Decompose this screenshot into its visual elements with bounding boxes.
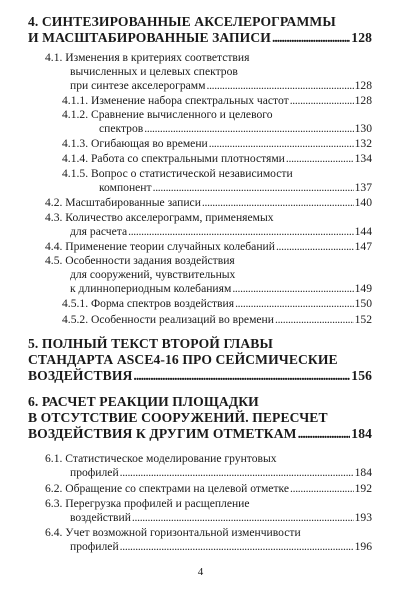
toc-section-4-1-1-title: 4.1.1. Изменение набора спектральных частот: [62, 94, 289, 107]
dot-leader: [275, 313, 354, 327]
toc-section-4-1-5[interactable]: [62, 167, 372, 195]
toc-section-4-1-5-line1: 4.1.5. Вопрос о статистической независимости: [62, 167, 293, 180]
toc-section-4-5-page: 149: [354, 281, 372, 295]
toc-section-4-2[interactable]: [45, 196, 372, 210]
toc-chapter-6-leader-line: [28, 426, 372, 442]
toc-section-6-3-line1: 6.3. Перегрузка профилей и расщепление: [45, 497, 250, 510]
toc-section-4-1-1-page: 128: [354, 94, 372, 107]
toc-chapter-6[interactable]: [28, 394, 372, 443]
toc-section-6-1-line1: 6.1. Статистическое моделирование грунтовых: [45, 452, 277, 465]
toc-section-4-1[interactable]: [45, 51, 372, 92]
toc-section-4-1-2-leader-line: [62, 122, 372, 136]
toc-chapter-4-page: 128: [351, 30, 372, 46]
toc-section-4-5[interactable]: [45, 254, 372, 295]
toc-section-4-4-page: 147: [354, 240, 372, 253]
toc-section-6-1-page: 184: [354, 465, 372, 479]
dot-leader: [298, 426, 351, 442]
toc-section-4-1-2-line2: спектров: [99, 121, 144, 135]
toc-chapter-6-title-line2: В ОТСУТСТВИЕ СООРУЖЕНИЙ. ПЕРЕСЧЕТ: [28, 410, 328, 426]
dot-leader: [153, 181, 354, 195]
dot-leader: [290, 94, 354, 108]
dot-leader: [144, 122, 353, 136]
toc-section-4-2-leader-line: [45, 196, 372, 210]
toc-section-4-5-2-page: 152: [354, 313, 372, 326]
toc-section-4-1-2[interactable]: [62, 108, 372, 136]
toc-chapter-5-page: 156: [351, 368, 372, 384]
toc-section-6-4-leader-line: [45, 540, 372, 554]
toc-section-4-4-leader-line: [45, 240, 372, 254]
toc-section-4-2-title: 4.2. Масштабированные записи: [45, 196, 201, 209]
toc-section-6-4-line2: профилей: [70, 539, 119, 553]
toc-section-6-2-leader-line: [45, 482, 372, 496]
toc-section-6-1[interactable]: [45, 452, 372, 480]
toc-chapter-5-title-line2: СТАНДАРТА ASCE4-16 ПРО СЕЙСМИЧЕСКИЕ: [28, 352, 338, 368]
toc-section-6-1-line2: профилей: [70, 465, 119, 479]
toc-section-4-4[interactable]: [45, 240, 372, 254]
toc-section-4-5-1-title: 4.5.1. Форма спектров воздействия: [62, 297, 235, 310]
toc-section-4-1-5-line2: компонент: [99, 180, 152, 194]
dot-leader: [120, 540, 354, 554]
toc-section-4-3-page: 144: [354, 224, 372, 238]
toc-section-4-3-line2: для расчета: [70, 224, 128, 238]
toc-section-4-1-3-title: 4.1.3. Огибающая во времени: [62, 137, 208, 150]
dot-leader: [120, 466, 354, 480]
toc-section-4-1-4-leader-line: [62, 152, 372, 166]
toc-section-6-4-page: 196: [354, 539, 372, 553]
toc-section-6-2-title: 6.2. Обращение со спектрами на целевой отметке: [45, 482, 290, 495]
dot-leader: [286, 152, 354, 166]
toc-section-4-1-line2: вычисленных и целевых спектров: [70, 64, 238, 78]
dot-leader: [290, 482, 354, 496]
toc-section-6-4-line1: 6.4. Учет возможной горизонтальной изменчивости: [45, 526, 301, 539]
dot-leader: [206, 79, 353, 93]
toc-chapter-5-title-line1: 5. ПОЛНЫЙ ТЕКСТ ВТОРОЙ ГЛАВЫ: [28, 336, 273, 351]
dot-leader: [209, 137, 354, 151]
dot-leader: [202, 196, 354, 210]
toc-section-4-5-leader-line: [45, 282, 372, 296]
toc-section-4-1-4[interactable]: [62, 152, 372, 166]
toc-section-4-5-line3: к длиннопериодным колебаниям: [70, 281, 232, 295]
dot-leader: [133, 368, 350, 384]
toc-chapter-6-page: 184: [351, 426, 372, 442]
toc-chapter-4-title-line2: И МАСШТАБИРОВАННЫЕ ЗАПИСИ: [28, 30, 271, 46]
page-number: 4: [197, 566, 204, 578]
toc-section-4-1-1-leader-line: [62, 94, 372, 108]
toc-section-4-5-1-page: 150: [354, 297, 372, 310]
toc-section-4-1-leader-line: [45, 79, 372, 93]
toc-section-4-1-3[interactable]: [62, 137, 372, 151]
dot-leader: [272, 30, 350, 46]
toc-section-4-2-page: 140: [354, 196, 372, 209]
toc-section-6-3-line2: воздействий: [70, 510, 131, 524]
toc-section-6-2-page: 192: [354, 482, 372, 495]
toc-section-6-4[interactable]: [45, 526, 372, 554]
toc-section-4-1-3-page: 132: [354, 137, 372, 150]
toc-section-4-5-line1: 4.5. Особенности задания воздействия: [45, 254, 235, 267]
toc-section-4-5-1[interactable]: [62, 297, 372, 311]
dot-leader: [235, 297, 354, 311]
toc-section-4-1-3-leader-line: [62, 137, 372, 151]
toc-section-4-1-5-page: 137: [354, 180, 372, 194]
dot-leader: [128, 225, 354, 239]
dot-leader: [132, 511, 354, 525]
toc-section-6-3[interactable]: [45, 497, 372, 525]
toc-chapter-5-leader-line: [28, 368, 372, 384]
toc-section-4-3[interactable]: [45, 211, 372, 239]
toc-section-6-3-leader-line: [45, 511, 372, 525]
toc-section-4-1-4-page: 134: [354, 152, 372, 165]
toc-chapter-4-title-line1: 4. СИНТЕЗИРОВАННЫЕ АКСЕЛЕРОГРАММЫ: [28, 14, 336, 29]
toc-chapter-5[interactable]: [28, 336, 372, 385]
dot-leader: [276, 240, 354, 254]
dot-leader: [232, 282, 353, 296]
toc-section-4-5-1-leader-line: [62, 297, 372, 311]
toc-section-4-1-5-leader-line: [62, 181, 372, 195]
toc-section-4-1-4-title: 4.1.4. Работа со спектральными плотностями: [62, 152, 285, 165]
toc-section-4-5-2[interactable]: [62, 313, 372, 327]
toc-chapter-5-title-line3: ВОЗДЕЙСТВИЯ: [28, 368, 133, 384]
toc-section-4-5-2-title: 4.5.2. Особенности реализаций во времени: [62, 313, 274, 326]
toc-section-4-1-2-line1: 4.1.2. Сравнение вычисленного и целевого: [62, 108, 273, 121]
toc-section-6-2[interactable]: [45, 482, 372, 496]
toc-chapter-6-title-line1: 6. РАСЧЕТ РЕАКЦИИ ПЛОЩАДКИ: [28, 394, 259, 409]
toc-section-4-5-2-leader-line: [62, 313, 372, 327]
toc-section-4-1-line1: 4.1. Изменения в критериях соответствия: [45, 51, 250, 64]
toc-section-4-3-line1: 4.3. Количество акселерограмм, применяемых: [45, 211, 274, 224]
toc-section-4-1-2-page: 130: [354, 121, 372, 135]
toc-section-4-1-1[interactable]: [62, 94, 372, 108]
toc-chapter-4-leader-line: [28, 30, 372, 46]
toc-section-4-5-line2: для сооружений, чувствительных: [70, 267, 236, 281]
toc-section-4-1-line3: при синтезе акселерограмм: [70, 78, 206, 92]
toc-chapter-4[interactable]: [28, 14, 372, 46]
toc-section-6-1-leader-line: [45, 466, 372, 480]
toc-section-4-3-leader-line: [45, 225, 372, 239]
toc-chapter-6-title-line3: ВОЗДЕЙСТВИЯ К ДРУГИМ ОТМЕТКАМ: [28, 426, 297, 442]
toc-section-4-4-title: 4.4. Применение теории случайных колебаний: [45, 240, 275, 253]
toc-section-6-3-page: 193: [354, 510, 372, 524]
toc-section-4-1-page: 128: [354, 78, 372, 92]
